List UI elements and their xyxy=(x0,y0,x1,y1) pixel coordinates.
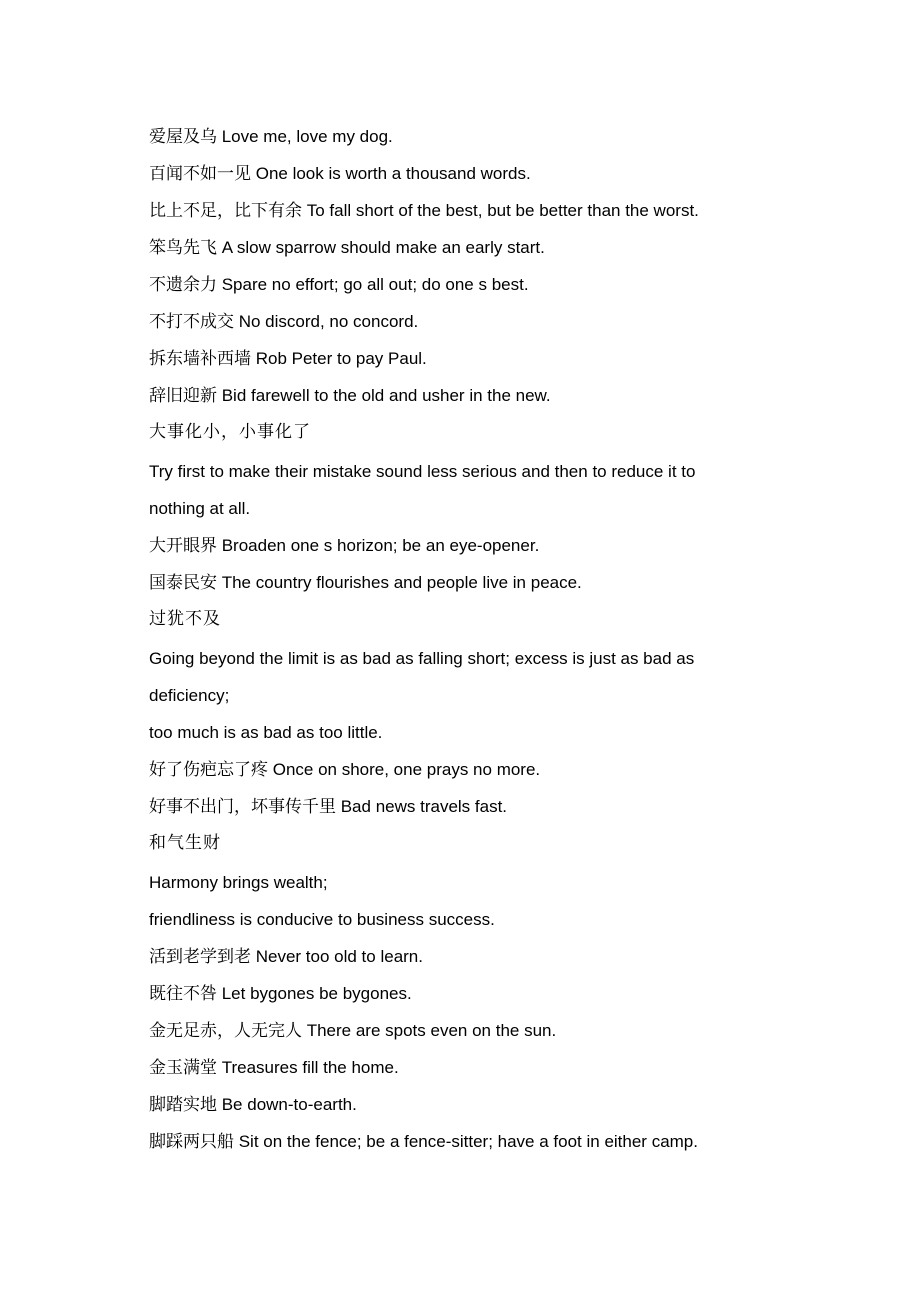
text-line: 百闻不如一见 One look is worth a thousand words. xyxy=(149,164,531,183)
text-line: 活到老学到老 Never too old to learn. xyxy=(149,947,423,966)
text-line: 脚踩两只船 Sit on the fence; be a fence-sitter; have a foot in either camp. xyxy=(149,1132,698,1151)
text-line: 过犹不及 xyxy=(149,609,221,629)
text-line: nothing at all. xyxy=(149,499,251,518)
text-line: 国泰民安 The country flourishes and people live in peace. xyxy=(149,573,582,592)
text-line: Going beyond the limit is as bad as falling short; excess is just as bad as xyxy=(149,649,695,668)
text-line: 辞旧迎新 Bid farewell to the old and usher in the new. xyxy=(149,386,551,405)
text-line: friendliness is conducive to business success. xyxy=(149,910,495,929)
text-line: 不遗余力 Spare no effort; go all out; do one s best. xyxy=(149,275,529,294)
text-line: 拆东墙补西墙 Rob Peter to pay Paul. xyxy=(149,349,427,368)
text-line: 金无足赤，人无完人 There are spots even on the sun. xyxy=(149,1021,557,1040)
text-line: 好事不出门，坏事传千里 Bad news travels fast. xyxy=(149,797,508,816)
text-line: 不打不成交 No discord, no concord. xyxy=(149,312,419,331)
text-line: too much is as bad as too little. xyxy=(149,723,383,742)
text-line: 大事化小，小事化了 xyxy=(149,422,311,442)
text-line: 大开眼界 Broaden one s horizon; be an eye-opener. xyxy=(149,536,540,555)
text-line: 和气生财 xyxy=(149,833,221,853)
document-page xyxy=(149,118,829,1160)
text-line: Try first to make their mistake sound less serious and then to reduce it to xyxy=(149,462,696,481)
text-line: 既往不咎 Let bygones be bygones. xyxy=(149,984,412,1003)
text-line: Harmony brings wealth; xyxy=(149,873,328,892)
text-line: 爱屋及乌 Love me, love my dog. xyxy=(149,127,393,146)
text-line: 比上不足，比下有余 To fall short of the best, but be better than the worst. xyxy=(149,201,699,220)
text-line: 笨鸟先飞 A slow sparrow should make an early start. xyxy=(149,238,545,257)
text-line: deficiency; xyxy=(149,686,230,705)
text-line: 脚踏实地 Be down-to-earth. xyxy=(149,1095,357,1114)
text-line: 金玉满堂 Treasures fill the home. xyxy=(149,1058,399,1077)
text-line: 好了伤疤忘了疼 Once on shore, one prays no more. xyxy=(149,760,541,779)
